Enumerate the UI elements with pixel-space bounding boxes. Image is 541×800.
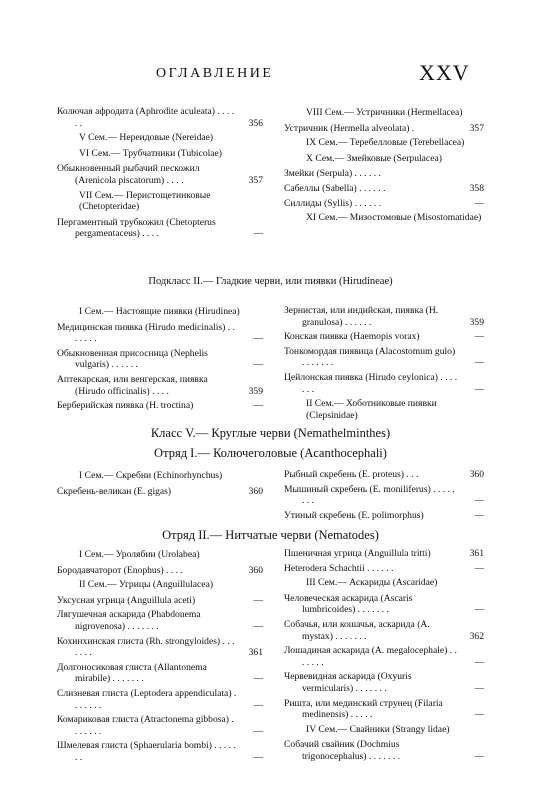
family-heading xyxy=(57,306,263,318)
family-heading xyxy=(57,132,263,144)
toc-entry xyxy=(284,645,484,668)
family-heading xyxy=(57,579,263,591)
toc-page-number: 357 xyxy=(469,122,484,134)
toc-entry xyxy=(284,372,484,395)
toc-entry xyxy=(284,563,484,575)
toc-entry xyxy=(284,183,484,195)
toc-page-number: 360 xyxy=(469,469,484,480)
family-heading-text: I Сем.— Скребни (Echinorhynchus) xyxy=(79,470,223,481)
toc-entry xyxy=(284,484,484,507)
toc-entry xyxy=(57,106,263,129)
toc-entry-text: Уксусная угрица (Anguillula aceti) xyxy=(57,594,196,606)
toc-page-number: — xyxy=(474,383,484,395)
family-heading-text: XI Сем.— Мизостомовые (Misostomatidae) xyxy=(306,212,482,224)
family-heading xyxy=(284,137,484,149)
toc-entry-text: Слизневая глиста (Leptodera appendiculata) . . . . . . . xyxy=(57,687,237,711)
toc-entry-text: Змейки (Serpula) . . . . . . xyxy=(284,168,381,180)
family-heading-text: I Сем.— Настоящие пиявки (Hirudinea) xyxy=(79,306,240,317)
toc-entry-text: Собачий свайник (Dochmius trigonocephalus) . . . . . . . xyxy=(284,739,401,762)
toc-entry-text: Пергаментный трубкожил (Chetopterus pergamentaceus) . . . . xyxy=(57,216,216,240)
toc-entry xyxy=(284,548,484,560)
toc-page-number: 362 xyxy=(469,630,484,642)
page-number: XXV xyxy=(419,60,470,85)
toc-page-number: 357 xyxy=(248,174,263,186)
toc-entry xyxy=(57,688,263,711)
toc-entry xyxy=(57,565,263,577)
toc-entry-text: Зернистая, или индийская, пиявка (H. granulosa) . . . . . . xyxy=(284,305,439,328)
family-heading-text: VI Сем.— Трубчатники (Tubicolae) xyxy=(79,147,223,159)
family-heading-text: VIII Сем.— Устричники (Hermellacea) xyxy=(306,107,463,118)
toc-entry-text: Собачья, или кошачья, аскарида (A. mystax) . . . . . . . xyxy=(284,618,430,642)
family-heading xyxy=(57,470,263,482)
toc-entry-text: Скребень-великан (E. gigas) xyxy=(57,485,172,497)
family-heading xyxy=(57,549,263,561)
toc-entry xyxy=(284,168,484,180)
toc-entry xyxy=(284,331,484,343)
toc-page-number: 358 xyxy=(469,182,484,194)
toc-entry-text: Шмелевая глиста (Sphaerularia bombi) . . . . . . . xyxy=(57,740,236,763)
toc-entry-text: Heterodera Schachtii . . . . . . xyxy=(284,562,394,574)
class-heading: Класс V.— Круглые черви (Nemathelminthes) xyxy=(150,426,391,440)
toc-entry xyxy=(57,348,263,371)
toc-page-number: — xyxy=(253,699,263,711)
toc-page-number: — xyxy=(253,333,263,345)
toc-entry-text: Кохинхинская глиста (Rh. strongyloides) . . . . . . . xyxy=(57,635,235,659)
toc-page-number: 361 xyxy=(248,647,263,659)
toc-entry xyxy=(284,346,484,369)
toc-entry-text: Человеческая аскарида (Ascaris lumbricoides) . . . . . . . xyxy=(284,592,413,616)
toc-page-number: 356 xyxy=(248,117,263,129)
toc-page-number: 359 xyxy=(248,385,263,397)
toc-entry-text: Устричник (Hermella alveolata) . xyxy=(284,122,415,134)
toc-entry-text: Тонкомордая пиявица (Alacostomum gulo) . . . . . . . xyxy=(284,345,456,369)
family-heading xyxy=(284,724,484,736)
acanth-left-column xyxy=(57,469,263,500)
nematodes-left-column xyxy=(57,548,263,767)
toc-page-number: — xyxy=(474,495,484,507)
toc-entry-text: Червевидная аскарида (Oxyuris vermicularis) . . . . . . . xyxy=(284,671,412,694)
toc-entry-text: Рыбный скребень (E. proteus) . . . xyxy=(284,469,419,480)
top-right-column xyxy=(284,106,484,228)
toc-page-number: — xyxy=(253,673,263,685)
toc-entry-text: Обыкновенный рыбачий пескожил (Arenicola piscatorum) . . . . xyxy=(57,163,200,186)
toc-entry xyxy=(57,636,263,659)
toc-page-number: — xyxy=(253,594,263,606)
toc-page-number: — xyxy=(474,509,484,521)
family-heading xyxy=(284,577,484,589)
top-left-column xyxy=(57,106,263,243)
toc-page-number: 360 xyxy=(248,564,263,576)
toc-entry xyxy=(284,469,484,481)
toc-entry xyxy=(284,671,484,694)
toc-page-number: — xyxy=(474,682,484,694)
toc-entry-text: Сабеллы (Sabella) . . . . . . xyxy=(284,182,386,194)
toc-entry xyxy=(57,595,263,607)
family-heading xyxy=(284,153,484,165)
toc-page-number: — xyxy=(474,750,484,762)
toc-entry-text: Бородавчаторот (Enophus) . . . . xyxy=(57,564,183,576)
toc-entry xyxy=(57,400,263,412)
toc-entry xyxy=(57,163,263,186)
page-header xyxy=(0,54,541,84)
family-heading-text: VII Сем.— Перистощетинковые (Chetopteridae) xyxy=(79,189,211,213)
toc-entry-text: Конская пиявка (Haemopis vorax) xyxy=(284,331,420,343)
toc-entry xyxy=(284,305,484,328)
toc-entry xyxy=(57,374,263,397)
toc-entry-text: Медицинская пиявка (Hirudo medicinalis) . . . . . . . xyxy=(57,321,235,345)
family-heading-text: X Сем.— Змейковые (Serpulacea) xyxy=(306,152,442,164)
toc-entry xyxy=(284,619,484,642)
toc-entry-text: Мышиный скребень (E. moniliferus) . . . . . . . . xyxy=(284,483,455,507)
family-heading-text: IX Сем.— Теребелловые (Terebellacea) xyxy=(306,137,465,149)
toc-entry xyxy=(57,740,263,763)
family-heading-text: V Сем.— Нереидовые (Nereidae) xyxy=(79,132,214,144)
family-heading-text: II Сем.— Угрицы (Anguillulacea) xyxy=(79,579,214,591)
toc-entry xyxy=(57,609,263,632)
toc-page-number: 359 xyxy=(469,316,484,328)
toc-entry-text: Аптекарская, или венгерская, пиявка (Hirudo officinalis) . . . . xyxy=(57,373,208,397)
subclass-heading: Подкласс II.— Гладкие черви, или пиявки (Hirudineae) xyxy=(148,276,393,287)
family-heading-text: IV Сем.— Свайники (Strangy lidae) xyxy=(306,723,450,735)
family-heading xyxy=(57,148,263,160)
family-heading xyxy=(284,107,484,119)
toc-page-number: — xyxy=(474,709,484,721)
family-heading xyxy=(284,212,484,224)
toc-entry xyxy=(284,510,484,522)
acanth-right-column xyxy=(284,469,484,524)
toc-entry xyxy=(284,593,484,616)
family-heading-text: III Сем.— Аскариды (Ascaridae) xyxy=(306,577,438,589)
toc-page-number: — xyxy=(253,620,263,632)
toc-page-number: — xyxy=(474,331,484,343)
toc-entry-text: Лягушечная аскарида (Phabdonema nigrovenosa) . . . . . . . xyxy=(57,609,201,632)
toc-entry xyxy=(57,714,263,737)
page-title: ОГЛАВЛЕНИЕ xyxy=(156,66,274,81)
toc-entry-text: Цейлонская пиявка (Hirudo ceylonica) . . . . . . . xyxy=(284,371,458,395)
toc-page-number: — xyxy=(253,228,263,240)
toc-entry-text: Обыкновенная присосница (Nephelis vulgaris) . . . . . . xyxy=(57,347,208,371)
toc-entry-text: Пшеничная угрица (Anguillula tritti) xyxy=(284,548,431,559)
toc-page-number: 360 xyxy=(248,485,263,497)
toc-entry-text: Берберийская пиявка (H. troctina) xyxy=(57,400,194,412)
family-heading xyxy=(284,398,484,421)
toc-page-number: — xyxy=(253,725,263,737)
toc-page-number: — xyxy=(474,562,484,574)
nematodes-right-column xyxy=(284,548,484,766)
toc-page-number: — xyxy=(474,604,484,616)
toc-page-number: 361 xyxy=(469,548,484,559)
toc-entry xyxy=(57,217,263,240)
toc-entry xyxy=(57,322,263,345)
family-heading-text: I Сем.— Уролябии (Urolabea) xyxy=(79,549,200,560)
toc-page-number: — xyxy=(253,400,263,412)
toc-entry xyxy=(284,739,484,762)
toc-entry-text: Ришта, или мединский струнец (Filaria medinensis) . . . . . xyxy=(284,697,443,721)
toc-page-number: — xyxy=(474,656,484,668)
toc-entry-text: Колючая афродита (Aphrodite aculeata) . . . . . . xyxy=(57,106,235,129)
toc-page-number: — xyxy=(474,197,484,209)
leeches-left-column xyxy=(57,305,263,415)
toc-page-number: — xyxy=(253,751,263,763)
toc-entry xyxy=(57,662,263,685)
toc-entry xyxy=(57,486,263,498)
toc-entry-text: Лошадиная аскарида (A. megalocephale) . . . . . . . xyxy=(284,645,457,668)
order-heading-nematodes: Отряд II.— Нитчатые черви (Nematodes) xyxy=(162,528,379,542)
toc-entry-text: Утиный скребень (E. polimorphus) xyxy=(284,509,424,521)
toc-entry-text: Комариковая глиста (Atractonema gibbosa) . . . . . . . xyxy=(57,714,234,737)
leeches-right-column xyxy=(284,305,484,425)
family-heading-text: II Сем.— Хоботниковые пиявки (Clepsinidae) xyxy=(306,398,437,421)
toc-entry xyxy=(284,698,484,721)
toc-entry-text: Силлиды (Syllis) . . . . . . xyxy=(284,197,382,209)
toc-page-number: — xyxy=(253,359,263,371)
family-heading xyxy=(57,190,263,213)
order-heading-acanthocephali: Отряд I.— Колючеголовые (Acanthocephali) xyxy=(154,446,387,460)
toc-entry-text: Долгоносиковая глиста (Allantonema mirabile) . . . . . . . xyxy=(57,661,207,685)
toc-entry xyxy=(284,198,484,210)
toc-entry xyxy=(284,123,484,135)
toc-page-number: — xyxy=(474,357,484,369)
